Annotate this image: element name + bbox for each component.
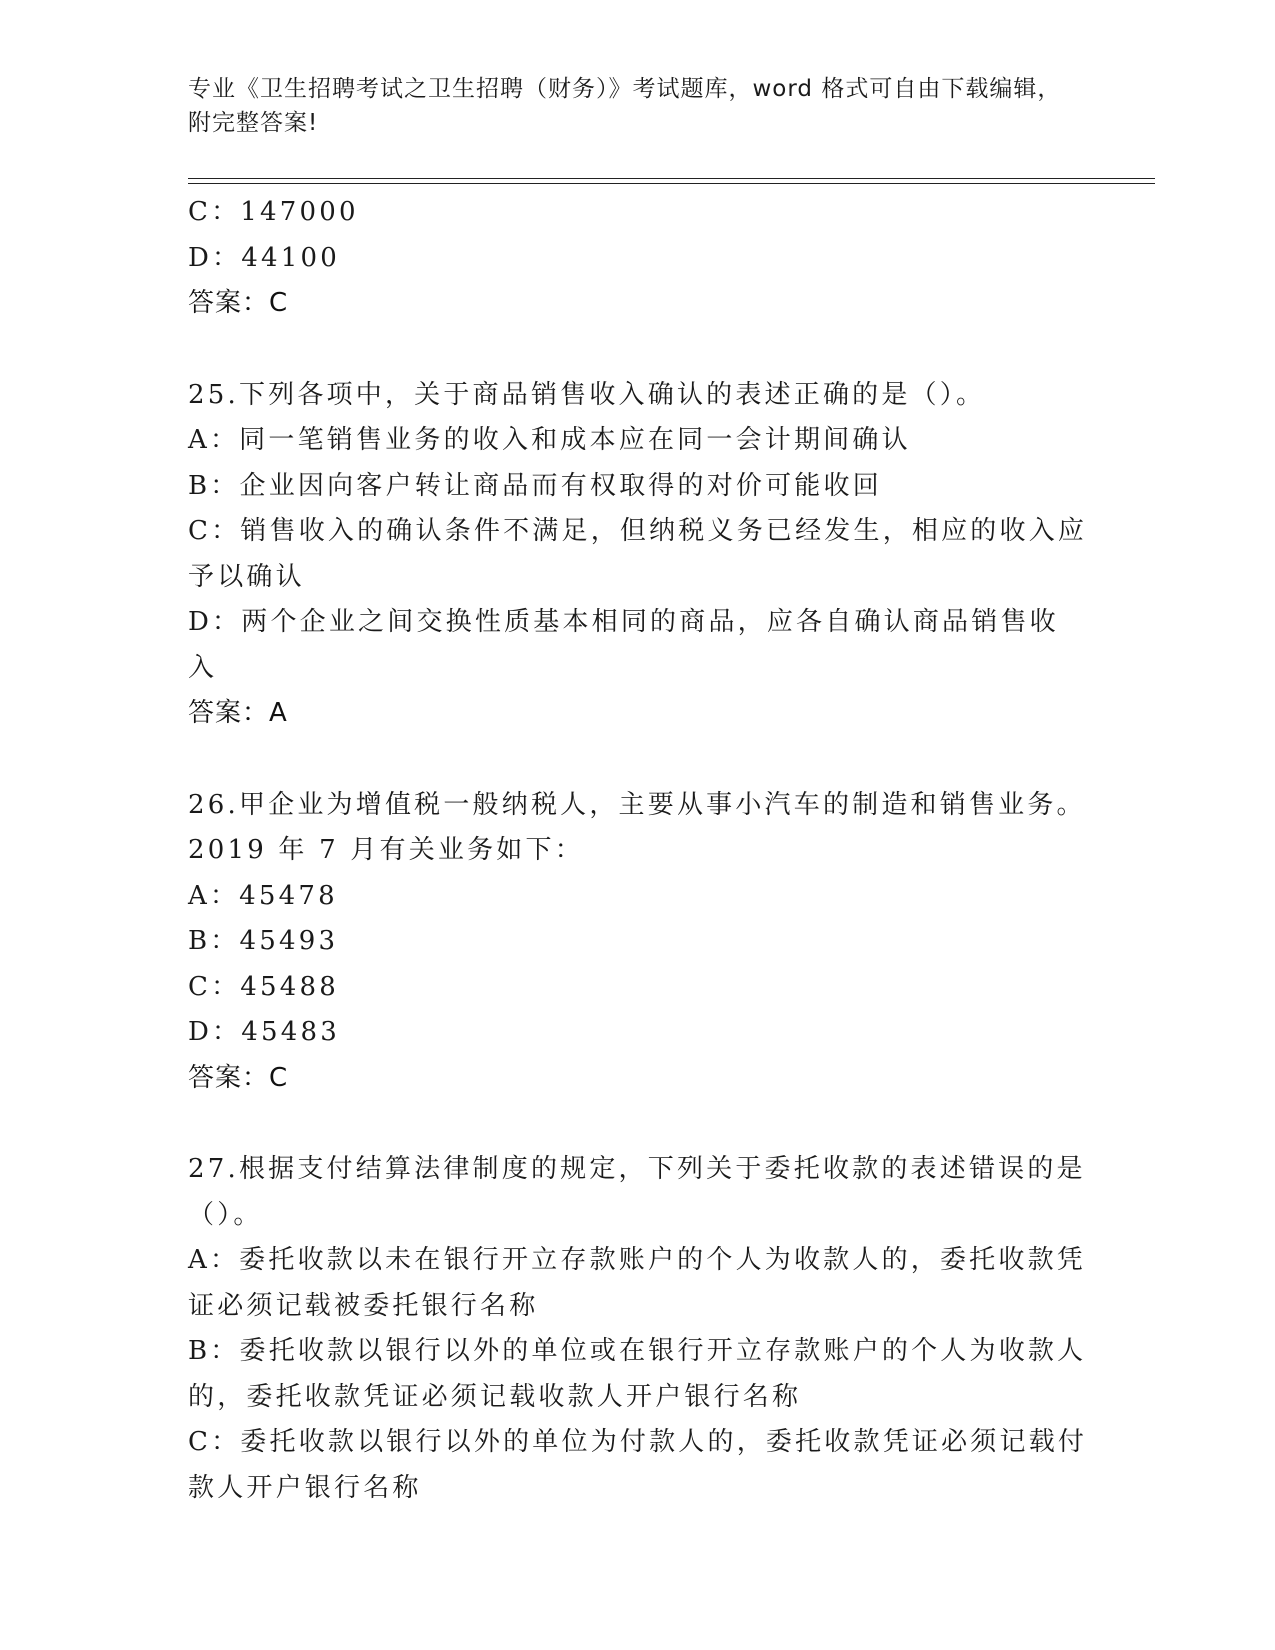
- spacer: [188, 327, 1088, 373]
- answer-line: 答案：C: [188, 1062, 289, 1093]
- option-a: A：45478: [188, 880, 338, 911]
- answer-line: 答案：A: [188, 698, 288, 728]
- option-c: C：45488: [188, 971, 340, 1002]
- option-a: A：同一笔销售业务的收入和成本应在同一会计期间确认: [188, 425, 911, 455]
- question-content: [188, 190, 1088, 1511]
- option-a: A：委托收款以未在银行开立存款账户的个人为收款人的，委托收款凭证必须记载被委托银行名称: [188, 1245, 1086, 1321]
- question-stem: 25.下列各项中，关于商品销售收入确认的表述正确的是（）。: [188, 379, 986, 410]
- spacer: [188, 737, 1088, 783]
- option-c: C：销售收入的确认条件不满足，但纳税义务已经发生，相应的收入应予以确认: [188, 516, 1088, 592]
- option-c: C：委托收款以银行以外的单位为付款人的，委托收款凭证必须记载付款人开户银行名称: [188, 1427, 1088, 1503]
- question-25: [188, 373, 1088, 737]
- option-c: C：147000: [188, 197, 359, 227]
- option-b: B：企业因向客户转让商品而有权取得的对价可能收回: [188, 470, 882, 501]
- option-d: D：44100: [188, 242, 340, 273]
- question-stem: 26.甲企业为增值税一般纳税人，主要从事小汽车的制造和销售业务。2019 年 7 月有关业务如下：: [188, 789, 1086, 865]
- option-b: B：委托收款以银行以外的单位或在银行开立存款账户的个人为收款人的，委托收款凭证必须记载收款人开户银行名称: [188, 1336, 1087, 1412]
- question-24-tail: [188, 190, 1088, 327]
- question-26: [188, 783, 1088, 1102]
- answer-line: 答案：C: [188, 288, 289, 318]
- spacer: [188, 1101, 1088, 1147]
- option-b: B：45493: [188, 926, 339, 956]
- question-stem: 27.根据支付结算法律制度的规定，下列关于委托收款的表述错误的是（）。: [188, 1154, 1086, 1230]
- page-header: 专业《卫生招聘考试之卫生招聘（财务）》考试题库，word 格式可自由下载编辑，附完整答案!: [188, 76, 1062, 136]
- question-27: [188, 1147, 1088, 1511]
- option-d: D：45483: [188, 1017, 340, 1047]
- header-rule-bottom: [188, 183, 1155, 184]
- header-rule-top: [188, 178, 1155, 179]
- option-d: D：两个企业之间交换性质基本相同的商品，应各自确认商品销售收入: [188, 607, 1059, 683]
